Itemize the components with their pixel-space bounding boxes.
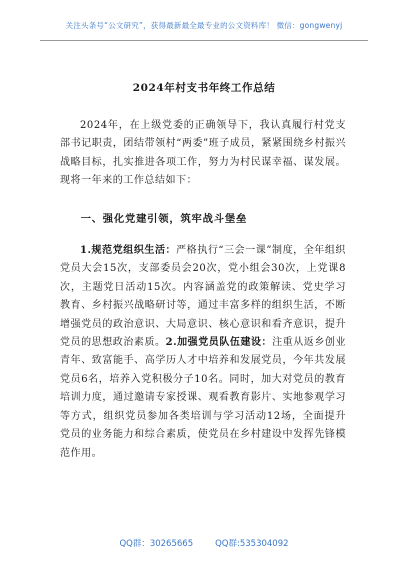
- footer-qq-group-1: QQ群：30265665: [119, 539, 194, 549]
- item1-text: 严格执行“三会一课”制度，全年组织党员大会15次，支部委员会20次，党小组会30次，上党课8次，主题党日活动15次。内容涵盖党的政策解读、党史学习教育、乡村振兴战略研讨等，通过丰富多样的组织生活，不断增强党员的政治意识、大局意识、核心意识和看齐意识，提升党员的思想政治素质。: [60, 245, 346, 349]
- section-heading: 一、强化党建引领，筑牢战斗堡垒: [80, 212, 248, 225]
- item1-label: 1.规范党组织生活：: [80, 245, 177, 257]
- item2-text: 注重从返乡创业青年、致富能手、高学历人才中培养和发展党员，今年共发展党员6名，培养入党积极分子10名。同时，加大对党员的教育培训力度，通过邀请专家授课、观看教育影片、实地参观学习等方式，组织党员参加各类培训与学习活动12场，全面提升党员的业务能力和综合素质，使党员在乡村建设中发挥先锋模范作用。: [60, 337, 346, 459]
- item2-label: 2.加强党员队伍建设：: [165, 337, 273, 349]
- header-divider: [40, 40, 368, 41]
- document-body: [60, 117, 346, 463]
- header-promo-note: 关注头条号“公文研究”，获得最新最全最专业的公文资料库！ 微信：gongwenyj: [65, 21, 343, 30]
- intro-paragraph: 2024年，在上级党委的正确领导下，我认真履行村党支部书记职责，团结带领村“两委”班子成员，紧紧围绕乡村振兴战略目标，扎实推进各项工作，努力为村民谋幸福、谋发展。现将一年来的工作总结如下：: [60, 120, 346, 187]
- footer-contact: [0, 537, 408, 549]
- footer-qq-group-2: QQ群:535304092: [215, 539, 289, 549]
- document-title: 2024年村支书年终工作总结: [132, 82, 276, 94]
- item-paragraph: [60, 242, 346, 463]
